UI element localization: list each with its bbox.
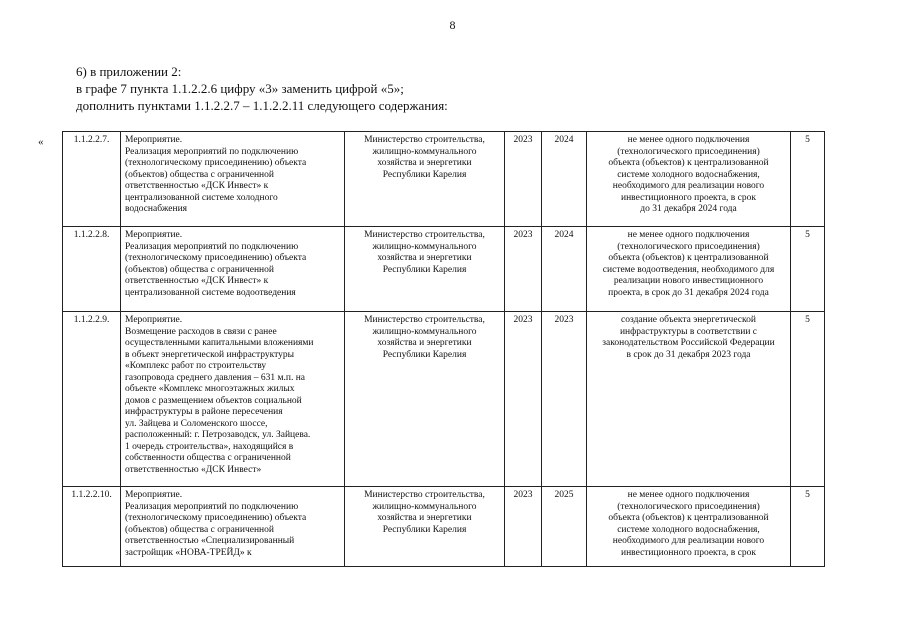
text-line: Реализация мероприятий по подключению — [125, 501, 299, 512]
text-line: (объектов) общества с ограниченной — [125, 524, 274, 535]
table-row — [63, 312, 825, 487]
text-line: хозяйства и энергетики — [377, 158, 472, 168]
text-line: ответственностью «Специализированный — [125, 536, 295, 546]
text-line: не менее одного подключения — [627, 230, 750, 240]
expected-result — [587, 312, 791, 487]
text-line: Мероприятие. — [125, 135, 183, 145]
text-line: не менее одного подключения — [627, 135, 750, 145]
start-year: 2023 — [505, 227, 542, 312]
start-year: 2023 — [505, 312, 542, 487]
text-line: ответственностью «ДСК Инвест» к — [125, 181, 269, 191]
item-number: 1.1.2.2.8. — [63, 227, 121, 312]
text-line: необходимого для реализации нового — [612, 181, 765, 191]
text-line: инвестиционного проекта, в срок — [621, 192, 756, 203]
measure-description — [121, 132, 345, 227]
start-year: 2023 — [505, 487, 542, 567]
text-line: Республики Карелия — [382, 169, 467, 180]
indicator-number: 5 — [791, 312, 825, 487]
text-line: ответственностью «ДСК Инвест» к — [125, 276, 269, 286]
text-line: домов с размещением объектов социальной — [125, 395, 302, 406]
text-line: Мероприятие. — [125, 315, 183, 325]
end-year: 2024 — [542, 227, 587, 312]
end-year: 2023 — [542, 312, 587, 487]
text-line: хозяйства и энергетики — [377, 253, 472, 263]
text-line: в объект энергетической инфраструктуры — [125, 349, 295, 360]
text-line: инфраструктуры в соответствии с — [619, 326, 758, 337]
indicator-number: 5 — [791, 227, 825, 312]
text-line: системе водоотведения, необходимого для — [602, 264, 775, 275]
text-line: (технологического присоединения) — [617, 146, 760, 157]
text-line: инвестиционного проекта, в срок — [621, 547, 756, 558]
text-line: Министерство строительства, — [364, 230, 485, 240]
responsible-executor — [345, 132, 505, 227]
text-line: Возмещение расходов в связи с ранее — [125, 326, 277, 337]
text-line: Министерство строительства, — [364, 315, 485, 325]
text-line: 1 очередь строительства», находящийся в — [125, 441, 294, 452]
text-line: Министерство строительства, — [364, 490, 485, 500]
end-year: 2025 — [542, 487, 587, 567]
item-number: 1.1.2.2.7. — [63, 132, 121, 227]
text-line: собственности общества с ограниченной — [125, 453, 291, 463]
text-line: проекта, в срок до 31 декабря 2024 года — [608, 287, 769, 298]
measures-table-body — [63, 132, 825, 567]
text-line: жилищно-коммунального — [372, 241, 477, 252]
text-line: законодательством Российской Федерации — [602, 338, 775, 348]
responsible-executor — [345, 312, 505, 487]
text-line: (технологического присоединения) — [617, 501, 760, 512]
text-line: создание объекта энергетической — [621, 315, 756, 325]
text-line: ответственностью «ДСК Инвест» — [125, 464, 262, 475]
text-line: жилищно-коммунального — [372, 146, 477, 157]
text-line: системе холодного водоснабжения, — [617, 524, 760, 535]
expected-result — [587, 227, 791, 312]
text-line: Министерство строительства, — [364, 135, 485, 145]
end-year: 2024 — [542, 132, 587, 227]
indicator-number: 5 — [791, 487, 825, 567]
text-line: реализации нового инвестиционного — [613, 276, 764, 286]
expected-result — [587, 487, 791, 567]
opening-quote-mark: « — [38, 136, 44, 148]
text-line: ул. Зайцева и Соломенского шоссе, — [125, 418, 268, 429]
text-line: объекта (объектов) к централизованной — [608, 158, 769, 168]
text-line: Республики Карелия — [382, 264, 467, 275]
text-line: объекта (объектов) к централизованной — [608, 513, 769, 523]
text-line: объекта (объектов) к централизованной — [608, 253, 769, 263]
text-line: хозяйства и энергетики — [377, 338, 472, 348]
text-line: централизованной системе водоотведения — [125, 287, 296, 298]
text-line: до 31 декабря 2024 года — [640, 204, 737, 214]
text-line: расположенный: г. Петрозаводск, ул. Зайцева. — [125, 430, 311, 440]
intro-text — [76, 63, 776, 114]
text-line: (технологического присоединения) — [617, 241, 760, 252]
measure-description — [121, 487, 345, 567]
table-row — [63, 487, 825, 567]
item-number: 1.1.2.2.9. — [63, 312, 121, 487]
text-line: Мероприятие. — [125, 490, 183, 500]
text-line: (технологическому присоединению) объекта — [125, 253, 307, 263]
text-line: хозяйства и энергетики — [377, 513, 472, 523]
item-number: 1.1.2.2.10. — [63, 487, 121, 567]
text-line: необходимого для реализации нового — [612, 536, 765, 546]
text-line: «Комплекс работ по строительству — [125, 361, 267, 371]
text-line: (объектов) общества с ограниченной — [125, 264, 274, 275]
text-line: (технологическому присоединению) объекта — [125, 158, 307, 168]
text-line: инфраструктуры в районе пересечения — [125, 407, 283, 417]
text-line: жилищно-коммунального — [372, 326, 477, 337]
text-line: Реализация мероприятий по подключению — [125, 146, 299, 157]
expected-result — [587, 132, 791, 227]
responsible-executor — [345, 487, 505, 567]
text-line: жилищно-коммунального — [372, 501, 477, 512]
responsible-executor — [345, 227, 505, 312]
indicator-number: 5 — [791, 132, 825, 227]
text-line: осуществленными капитальными вложениями — [125, 338, 314, 348]
measures-table — [62, 131, 825, 567]
table-row — [63, 132, 825, 227]
text-line: в срок до 31 декабря 2023 года — [626, 349, 751, 360]
intro-line-1: 6) в приложении 2: — [76, 64, 182, 79]
text-line: (объектов) общества с ограниченной — [125, 169, 274, 180]
table-row — [63, 227, 825, 312]
text-line: водоснабжения — [125, 204, 188, 214]
text-line: не менее одного подключения — [627, 490, 750, 500]
text-line: застройщик «НОВА-ТРЕЙД» к — [125, 547, 252, 558]
measure-description — [121, 227, 345, 312]
text-line: (технологическому присоединению) объекта — [125, 513, 307, 523]
text-line: Республики Карелия — [382, 524, 467, 535]
measure-description — [121, 312, 345, 487]
text-line: Мероприятие. — [125, 230, 183, 240]
start-year: 2023 — [505, 132, 542, 227]
text-line: Республики Карелия — [382, 349, 467, 360]
intro-line-2: в графе 7 пункта 1.1.2.2.6 цифру «3» заменить цифрой «5»; — [76, 81, 404, 96]
page-number: 8 — [449, 18, 456, 32]
text-line: системе холодного водоснабжения, — [617, 169, 760, 180]
text-line: газопровода среднего давления – 631 м.п. на — [125, 372, 305, 383]
intro-line-3: дополнить пунктами 1.1.2.2.7 – 1.1.2.2.11 следующего содержания: — [76, 98, 448, 113]
text-line: объекте «Комплекс многоэтажных жилых — [125, 384, 295, 394]
text-line: Реализация мероприятий по подключению — [125, 241, 299, 252]
text-line: централизованной системе холодного — [125, 192, 278, 203]
